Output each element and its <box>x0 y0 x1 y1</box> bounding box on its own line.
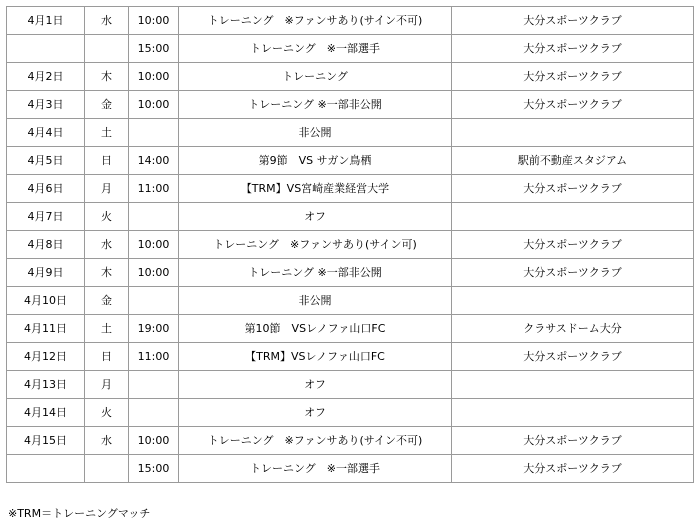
event-cell: 第9節 VS サガン鳥栖 <box>179 147 452 175</box>
day-cell: 土 <box>85 315 129 343</box>
venue-cell: 大分スポーツクラブ <box>452 231 694 259</box>
date-cell <box>7 455 85 483</box>
event-cell: トレーニング <box>179 63 452 91</box>
venue-cell <box>452 287 694 315</box>
venue-cell <box>452 119 694 147</box>
day-cell: 水 <box>85 7 129 35</box>
venue-cell: 大分スポーツクラブ <box>452 91 694 119</box>
time-cell <box>129 371 179 399</box>
venue-cell: 大分スポーツクラブ <box>452 63 694 91</box>
venue-cell <box>452 371 694 399</box>
table-row <box>7 63 694 91</box>
date-cell: 4月6日 <box>7 175 85 203</box>
time-cell: 10:00 <box>129 63 179 91</box>
date-cell: 4月4日 <box>7 119 85 147</box>
date-cell: 4月7日 <box>7 203 85 231</box>
date-cell: 4月3日 <box>7 91 85 119</box>
event-cell: オフ <box>179 371 452 399</box>
day-cell: 火 <box>85 203 129 231</box>
table-row <box>7 427 694 455</box>
date-cell: 4月2日 <box>7 63 85 91</box>
venue-cell <box>452 203 694 231</box>
day-cell: 水 <box>85 231 129 259</box>
day-cell: 木 <box>85 63 129 91</box>
time-cell: 15:00 <box>129 455 179 483</box>
table-row <box>7 91 694 119</box>
schedule-body <box>7 7 694 483</box>
table-row <box>7 371 694 399</box>
day-cell: 水 <box>85 427 129 455</box>
time-cell <box>129 203 179 231</box>
day-cell: 月 <box>85 371 129 399</box>
event-cell: 第10節 VSレノファ山口FC <box>179 315 452 343</box>
table-row <box>7 455 694 483</box>
venue-cell: 大分スポーツクラブ <box>452 7 694 35</box>
date-cell: 4月8日 <box>7 231 85 259</box>
venue-cell <box>452 399 694 427</box>
event-cell: トレーニング ※一部非公開 <box>179 91 452 119</box>
day-cell <box>85 35 129 63</box>
table-row <box>7 203 694 231</box>
date-cell: 4月14日 <box>7 399 85 427</box>
date-cell: 4月10日 <box>7 287 85 315</box>
time-cell <box>129 287 179 315</box>
day-cell: 木 <box>85 259 129 287</box>
time-cell: 11:00 <box>129 175 179 203</box>
time-cell <box>129 399 179 427</box>
venue-cell: 駅前不動産スタジアム <box>452 147 694 175</box>
event-cell: 【TRM】VS宮崎産業経営大学 <box>179 175 452 203</box>
table-row <box>7 7 694 35</box>
date-cell: 4月13日 <box>7 371 85 399</box>
event-cell: 非公開 <box>179 119 452 147</box>
table-row <box>7 343 694 371</box>
date-cell <box>7 35 85 63</box>
venue-cell: 大分スポーツクラブ <box>452 35 694 63</box>
time-cell: 10:00 <box>129 7 179 35</box>
venue-cell: 大分スポーツクラブ <box>452 175 694 203</box>
table-row <box>7 399 694 427</box>
event-cell: トレーニング ※一部非公開 <box>179 259 452 287</box>
table-row <box>7 175 694 203</box>
table-row <box>7 287 694 315</box>
date-cell: 4月12日 <box>7 343 85 371</box>
date-cell: 4月15日 <box>7 427 85 455</box>
time-cell: 11:00 <box>129 343 179 371</box>
day-cell: 土 <box>85 119 129 147</box>
time-cell: 10:00 <box>129 259 179 287</box>
venue-cell: クラサスドーム大分 <box>452 315 694 343</box>
date-cell: 4月11日 <box>7 315 85 343</box>
day-cell: 日 <box>85 147 129 175</box>
event-cell: 【TRM】VSレノファ山口FC <box>179 343 452 371</box>
table-row <box>7 35 694 63</box>
event-cell: オフ <box>179 399 452 427</box>
day-cell: 火 <box>85 399 129 427</box>
time-cell <box>129 119 179 147</box>
schedule-table <box>6 6 694 483</box>
day-cell: 月 <box>85 175 129 203</box>
time-cell: 10:00 <box>129 91 179 119</box>
footnote: ※TRM＝トレーニングマッチ <box>8 507 151 520</box>
venue-cell: 大分スポーツクラブ <box>452 455 694 483</box>
table-row <box>7 231 694 259</box>
day-cell: 金 <box>85 287 129 315</box>
time-cell: 19:00 <box>129 315 179 343</box>
event-cell: トレーニング ※ファンサあり(サイン不可) <box>179 7 452 35</box>
event-cell: トレーニング ※ファンサあり(サイン不可) <box>179 427 452 455</box>
table-row <box>7 119 694 147</box>
table-row <box>7 147 694 175</box>
event-cell: トレーニング ※ファンサあり(サイン可) <box>179 231 452 259</box>
event-cell: 非公開 <box>179 287 452 315</box>
day-cell: 日 <box>85 343 129 371</box>
event-cell: トレーニング ※一部選手 <box>179 35 452 63</box>
time-cell: 15:00 <box>129 35 179 63</box>
date-cell: 4月5日 <box>7 147 85 175</box>
venue-cell: 大分スポーツクラブ <box>452 427 694 455</box>
day-cell <box>85 455 129 483</box>
time-cell: 10:00 <box>129 427 179 455</box>
day-cell: 金 <box>85 91 129 119</box>
venue-cell: 大分スポーツクラブ <box>452 343 694 371</box>
time-cell: 14:00 <box>129 147 179 175</box>
event-cell: トレーニング ※一部選手 <box>179 455 452 483</box>
date-cell: 4月9日 <box>7 259 85 287</box>
event-cell: オフ <box>179 203 452 231</box>
venue-cell: 大分スポーツクラブ <box>452 259 694 287</box>
date-cell: 4月1日 <box>7 7 85 35</box>
table-row <box>7 259 694 287</box>
time-cell: 10:00 <box>129 231 179 259</box>
table-row <box>7 315 694 343</box>
